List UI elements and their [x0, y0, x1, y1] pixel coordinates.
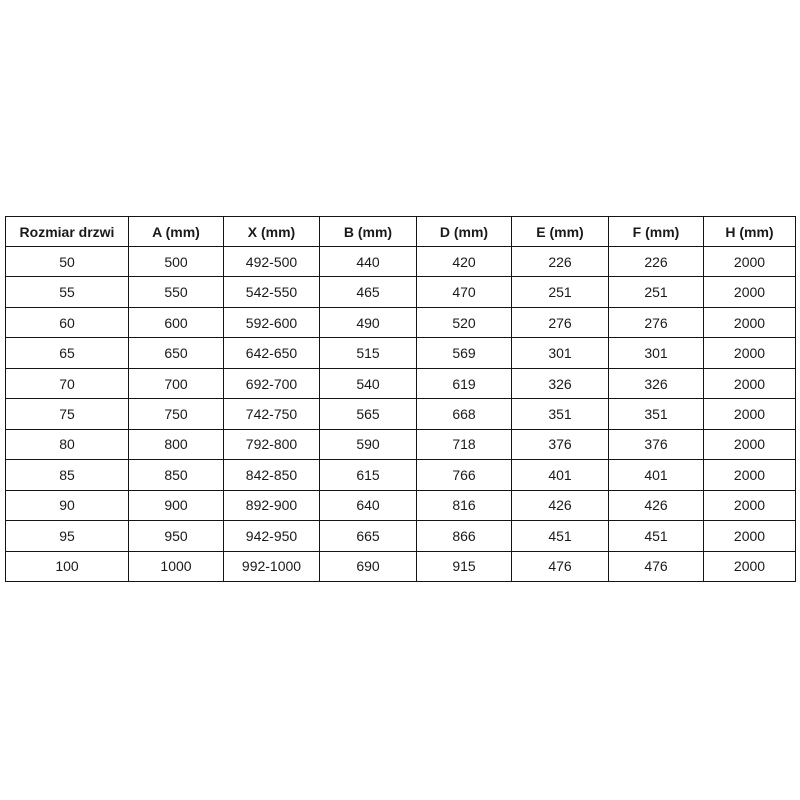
table-cell: 85 [6, 460, 129, 490]
table-cell: 401 [609, 460, 704, 490]
table-cell: 301 [512, 338, 609, 368]
table-cell: 500 [129, 247, 224, 277]
table-cell: 401 [512, 460, 609, 490]
table-row [6, 399, 796, 429]
table-cell: 100 [6, 551, 129, 581]
table-row [6, 490, 796, 520]
table-row [6, 338, 796, 368]
table-cell: 226 [609, 247, 704, 277]
table-cell: 80 [6, 429, 129, 459]
door-size-spec-table-wrap [5, 216, 795, 582]
table-cell: 619 [417, 368, 512, 398]
table-cell: 842-850 [224, 460, 320, 490]
table-cell: 640 [320, 490, 417, 520]
table-cell: 95 [6, 521, 129, 551]
table-cell: 892-900 [224, 490, 320, 520]
table-cell: 1000 [129, 551, 224, 581]
table-cell: 426 [609, 490, 704, 520]
table-cell: 2000 [704, 399, 796, 429]
column-header: E (mm) [512, 217, 609, 247]
column-header: Rozmiar drzwi [6, 217, 129, 247]
table-cell: 690 [320, 551, 417, 581]
table-row [6, 551, 796, 581]
table-cell: 700 [129, 368, 224, 398]
table-cell: 276 [609, 307, 704, 337]
table-cell: 251 [609, 277, 704, 307]
table-cell: 55 [6, 277, 129, 307]
table-cell: 850 [129, 460, 224, 490]
table-cell: 251 [512, 277, 609, 307]
table-cell: 550 [129, 277, 224, 307]
table-cell: 351 [512, 399, 609, 429]
table-cell: 2000 [704, 307, 796, 337]
table-cell: 942-950 [224, 521, 320, 551]
table-cell: 2000 [704, 429, 796, 459]
table-row [6, 460, 796, 490]
table-cell: 816 [417, 490, 512, 520]
table-cell: 426 [512, 490, 609, 520]
table-cell: 542-550 [224, 277, 320, 307]
table-header-row [6, 217, 796, 247]
column-header: A (mm) [129, 217, 224, 247]
table-cell: 326 [512, 368, 609, 398]
table-cell: 866 [417, 521, 512, 551]
table-cell: 376 [609, 429, 704, 459]
table-cell: 692-700 [224, 368, 320, 398]
table-cell: 2000 [704, 521, 796, 551]
table-cell: 642-650 [224, 338, 320, 368]
table-row [6, 521, 796, 551]
table-cell: 351 [609, 399, 704, 429]
table-cell: 800 [129, 429, 224, 459]
column-header: X (mm) [224, 217, 320, 247]
table-cell: 2000 [704, 490, 796, 520]
table-cell: 569 [417, 338, 512, 368]
table-cell: 665 [320, 521, 417, 551]
table-row [6, 368, 796, 398]
table-cell: 750 [129, 399, 224, 429]
table-cell: 2000 [704, 338, 796, 368]
column-header: D (mm) [417, 217, 512, 247]
table-cell: 600 [129, 307, 224, 337]
table-cell: 2000 [704, 277, 796, 307]
table-cell: 301 [609, 338, 704, 368]
table-cell: 950 [129, 521, 224, 551]
table-cell: 476 [512, 551, 609, 581]
table-cell: 668 [417, 399, 512, 429]
table-cell: 470 [417, 277, 512, 307]
table-cell: 792-800 [224, 429, 320, 459]
table-cell: 440 [320, 247, 417, 277]
table-cell: 50 [6, 247, 129, 277]
table-cell: 615 [320, 460, 417, 490]
table-cell: 915 [417, 551, 512, 581]
table-row [6, 277, 796, 307]
table-cell: 592-600 [224, 307, 320, 337]
door-size-spec-table [5, 216, 796, 582]
table-row [6, 247, 796, 277]
table-cell: 70 [6, 368, 129, 398]
table-cell: 742-750 [224, 399, 320, 429]
table-row [6, 307, 796, 337]
table-cell: 900 [129, 490, 224, 520]
column-header: B (mm) [320, 217, 417, 247]
table-row [6, 429, 796, 459]
table-body-row-group [6, 247, 796, 582]
table-cell: 226 [512, 247, 609, 277]
table-cell: 90 [6, 490, 129, 520]
table-cell: 476 [609, 551, 704, 581]
table-cell: 75 [6, 399, 129, 429]
table-cell: 650 [129, 338, 224, 368]
table-cell: 326 [609, 368, 704, 398]
table-cell: 420 [417, 247, 512, 277]
table-cell: 65 [6, 338, 129, 368]
table-cell: 718 [417, 429, 512, 459]
table-cell: 2000 [704, 368, 796, 398]
table-cell: 2000 [704, 247, 796, 277]
table-cell: 451 [609, 521, 704, 551]
table-cell: 465 [320, 277, 417, 307]
table-cell: 520 [417, 307, 512, 337]
table-cell: 2000 [704, 551, 796, 581]
table-cell: 276 [512, 307, 609, 337]
table-cell: 492-500 [224, 247, 320, 277]
table-cell: 60 [6, 307, 129, 337]
table-cell: 2000 [704, 460, 796, 490]
table-cell: 565 [320, 399, 417, 429]
table-cell: 766 [417, 460, 512, 490]
table-cell: 540 [320, 368, 417, 398]
column-header: H (mm) [704, 217, 796, 247]
table-header-row-group [6, 217, 796, 247]
table-cell: 992-1000 [224, 551, 320, 581]
table-cell: 451 [512, 521, 609, 551]
table-cell: 590 [320, 429, 417, 459]
table-cell: 490 [320, 307, 417, 337]
table-cell: 515 [320, 338, 417, 368]
table-cell: 376 [512, 429, 609, 459]
column-header: F (mm) [609, 217, 704, 247]
